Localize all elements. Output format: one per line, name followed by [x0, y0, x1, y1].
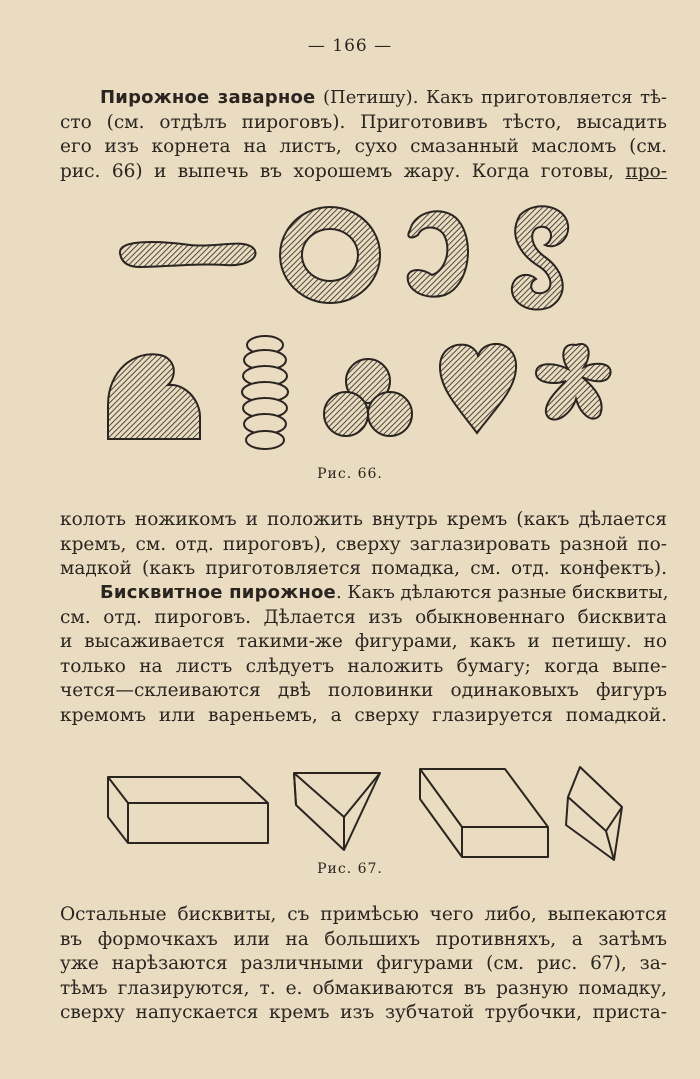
scroll-shape	[512, 206, 568, 309]
paragraph-choux-pastry	[60, 86, 667, 184]
triangle-wedge-shape	[294, 773, 380, 850]
text-line: кремъ, см. отд. пироговъ), сверху заглазировать разной по-	[60, 533, 667, 555]
figure-66	[0, 195, 700, 485]
text-line: см. отд. пироговъ. Дѣлается изъ обыкновеннаго бисквита	[60, 606, 667, 628]
text-line: Остальные бисквиты, съ примѣсью чего либо, выпекаются	[60, 904, 667, 925]
figure-67-caption: Рис. 67.	[317, 861, 383, 877]
paragraph-sponge-cake	[60, 581, 667, 728]
figure-66-caption: Рис. 66.	[317, 466, 383, 482]
text-line: сто (см. отдѣлъ пироговъ). Приготовивъ тѣсто, высадить	[60, 111, 667, 133]
text-line: колоть ножикомъ и положить внутрь кремъ (какъ дѣлается	[60, 509, 667, 530]
curl-shape	[408, 211, 468, 296]
ring-shape	[280, 207, 380, 303]
text-line: кремомъ или вареньемъ, а сверху глазируется помадкой.	[60, 704, 667, 726]
rhombus-prism-shape	[566, 767, 622, 860]
text-line: тѣмъ глазируются, т. е. обмакиваются въ разную помадку,	[60, 977, 667, 999]
eclair-shape	[120, 242, 256, 267]
text-line: только на листъ слѣдуетъ наложить бумагу; когда выпе-	[60, 655, 667, 677]
three-balls-shape	[324, 359, 412, 436]
rectangular-block-shape	[108, 777, 268, 843]
slanted-bar-shape	[420, 769, 548, 857]
text-line: и высаживается такими-же фигурами, какъ и петишу. но	[60, 631, 667, 652]
heading-sponge-cake: Бисквитное пирожное	[100, 582, 336, 603]
text-line: рис. 66) и выпечь въ хорошемъ жару. Когда готовы, про-	[60, 160, 667, 182]
page-number: — 166 —	[307, 36, 393, 56]
paragraph-continuation	[60, 508, 667, 582]
text-line: Бисквитное пирожное. Какъ дѣлаются разные бисквиты,	[100, 582, 669, 603]
paragraph-other-sponges	[60, 903, 667, 1026]
text-line: сверху напускается кремъ изъ зубчатой трубочки, приста-	[60, 1002, 667, 1023]
text-line: уже нарѣзаются различными фигурами (см. рис. 67), за-	[60, 953, 667, 974]
stacked-rings-shape	[242, 336, 288, 449]
text-line: его изъ корнета на листъ, сухо смазанный масломъ (см.	[60, 136, 667, 157]
text-line: въ формочкахъ или на большихъ противняхъ, а затѣмъ	[60, 928, 667, 950]
text-line: Пирожное заварное (Петишу). Какъ приготовляется тѣ-	[100, 87, 668, 108]
text-line: мадкой (какъ приготовляется помадка, см. отд. конфектъ).	[60, 558, 667, 579]
figure-67	[0, 755, 700, 865]
hyphenated-word: про-	[625, 160, 667, 182]
bell-shape	[108, 354, 200, 439]
heading-choux-pastry: Пирожное заварное	[100, 87, 316, 108]
heart-shape	[440, 344, 516, 433]
text-line: чется—склеиваются двѣ половинки одинаковыхъ фигуръ	[60, 680, 667, 701]
flower-shape	[536, 344, 611, 420]
